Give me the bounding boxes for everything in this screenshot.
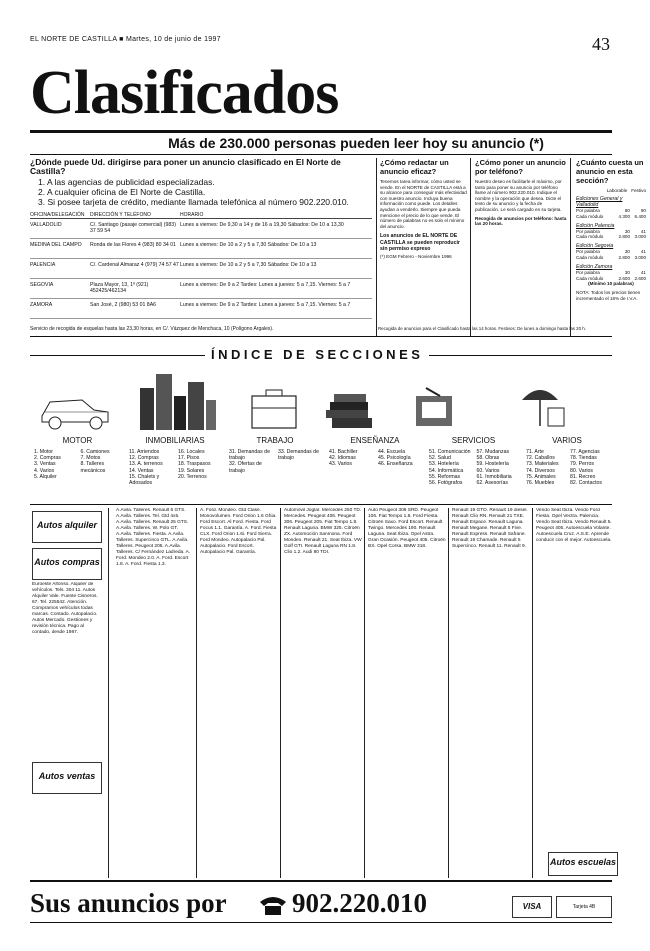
- autos-ventas-box: [32, 762, 102, 794]
- category-item[interactable]: 51. Comunicación: [429, 449, 471, 455]
- price-laborable: 30: [624, 269, 630, 275]
- briefcase-icon: [252, 390, 296, 428]
- category-item[interactable]: 44. Escuela: [378, 449, 406, 455]
- footer-rule: [30, 880, 612, 882]
- section-ensenanza[interactable]: ENSEÑANZA: [350, 436, 400, 445]
- cost-iva: NOTA: Todos los precios tienen incrementado el 16% de I.V.A.: [576, 289, 641, 301]
- how-question: ¿Cómo redactar un anuncio eficaz?: [380, 158, 449, 176]
- category-item[interactable]: 45. Psicología: [378, 455, 411, 462]
- price-laborable: 30: [624, 249, 630, 255]
- edition-block: [576, 223, 646, 241]
- 4b-card: Tarjeta 4B: [556, 896, 612, 918]
- category-item[interactable]: 33. Demandas de trabajo: [278, 449, 319, 462]
- price-festivo: 41: [640, 228, 646, 234]
- masthead-line: EL NORTE DE CASTILLA ■ Martes, 10 de junio de 1997: [30, 36, 221, 43]
- category-item[interactable]: 3. Ventas: [34, 461, 56, 468]
- category-item[interactable]: 55. Reformas: [429, 473, 461, 480]
- office-hours: Lunes a viernes: De 10 a 2 y 5 a 7,30 Sábados: De 10 a 13: [180, 242, 317, 248]
- price-row: [576, 255, 646, 261]
- category-item[interactable]: 81. Recreo: [570, 473, 596, 480]
- category-list: [425, 449, 522, 486]
- index-title: ÍNDICE DE SECCIONES: [205, 347, 429, 362]
- umbrella-icon: [522, 390, 564, 426]
- category-item[interactable]: 19. Solares: [178, 467, 205, 474]
- price-label: Cada módulo: [576, 254, 604, 260]
- category-item[interactable]: 73. Materiales: [526, 461, 559, 468]
- column-3: A. Ford. Mondeo. Gtd Clase. Monovolumen. Ford Orion 1.6 Ghia. Ford Escort. Al Ford. Fiesta. Ford Focus 1.1. Garantía. A. Ford. Fiesta CLX. Ford Orion 1.6i. Ford Sierra. Ford Mondeo. Autopalacio Pal. Autopalacio. Ford Escort. Autopalacio Pal. Garantía.: [200, 508, 277, 555]
- column-5: Auto Peugeot 306 SRD. Peugeot 106. Fiat Tempo 1.8. Ford Fiesta. Citroën Saxo. Ford Escort. Renault Twingo. Mercedes 190. Renault Laguna. Seat Ibiza. Opel Astra. Gran Ocasión. Peugeot 405. Citroën BX. Opel Corsa. BMW 318.: [368, 508, 446, 549]
- price-festivo: 6.400: [634, 213, 646, 219]
- category-item[interactable]: 8. Talleres mecánicos: [80, 461, 106, 474]
- cost-editions: [576, 196, 646, 281]
- buildings-icon: [140, 374, 216, 430]
- price-laborable: 2.800: [618, 234, 630, 240]
- section-servicios[interactable]: SERVICIOS: [451, 436, 496, 445]
- column-6: Renault 19 GTD. Renault 19 diesel. Renault Clio RN. Renault 21 TXE. Renault Espace. Renault Laguna. Renault Megane. Renault 5 Five. Renault Express. Renault Safrane. Renault 19 Chamade. Renault 5 Supercinco. Renault 11. Renault 9.: [452, 508, 528, 549]
- price-row: [576, 214, 646, 220]
- office-address: C/. Santiago (pasaje comercial) (983) 37 59 54: [90, 222, 176, 235]
- category-list: [30, 449, 125, 486]
- price-festivo: 3.000: [634, 254, 646, 260]
- office-name: ZAMORA: [30, 302, 53, 308]
- edition-name: Edición Zamora: [576, 263, 613, 270]
- price-label: Por palabra: [576, 249, 600, 255]
- category-item[interactable]: 6. Camiones: [80, 449, 110, 455]
- category-item[interactable]: 5. Alquiler: [34, 473, 57, 480]
- category-item[interactable]: 54. Informática: [429, 467, 464, 474]
- edition-block: [576, 243, 646, 261]
- how-highlight: Los anuncios de EL NORTE DE CASTILLA se pueden reproducir sin permiso expreso: [380, 233, 460, 252]
- price-festivo: 3.000: [634, 234, 646, 240]
- category-item[interactable]: 31. Demandas de trabajo: [229, 449, 270, 462]
- office-hours: Lunes a viernes: De 9 a 2 Tardes: Lunes a jueves: 5 a 7,15. Viernes: 5 a 7: [180, 282, 351, 288]
- price-laborable: 30: [624, 228, 630, 234]
- offices-table: [30, 219, 372, 319]
- office-hours: Lunes a viernes: De 10 a 2 y 5 a 7,30 Sábados: De 10 a 13: [180, 262, 317, 268]
- category-item[interactable]: 77. Agencias: [570, 449, 600, 455]
- column-7: Vendo Seat Ibiza. Vendo Ford Fiesta. Opel Vectra. Palencia. Vendo Seat Ibiza. Vendo Renault 5. Peugeot 405. Autoescuela Volante. Autoescuela Cruz. A.S.E. Aprende conducir con el mejor. Autoescuela.: [536, 508, 612, 543]
- where-item: 1. A las agencias de publicidad especializadas.: [38, 177, 215, 187]
- office-row: [30, 279, 372, 299]
- section-trabajo[interactable]: TRABAJO: [256, 436, 294, 445]
- office-name: VALLADOLID: [30, 222, 62, 228]
- office-name: PALENCIA: [30, 262, 56, 268]
- phone-section: [475, 158, 567, 227]
- office-row: [30, 299, 372, 319]
- where-question: ¿Dónde puede Ud. dirigirse para poner un anuncio clasificado en El Norte de Castilla?: [30, 157, 341, 176]
- column-1: Euroeste Alfonso. Alquiler de vehículos. Tels. 304 11. Autos Alquiler Vale. Fuente Cisneros. 67. Tel. 225542. Atención. Compramos vehículos todas marcas. Contado. Autopalacio. Autos Mercado. Gestiones y revisión técnica. Pago al contado, desde 1987.: [32, 582, 98, 635]
- category-item[interactable]: 59. Hostelería: [476, 461, 509, 468]
- label-festivo: Festivo: [631, 188, 646, 193]
- price-label: Cada módulo: [576, 213, 604, 219]
- tagline-rule: [30, 154, 612, 155]
- phone-note: Recogida de anuncios por teléfono: hasta las 20 horas.: [475, 215, 567, 227]
- how-source: (*) EGM Febrero - Noviembre 1996: [380, 253, 452, 259]
- tagline: Más de 230.000 personas pueden leer hoy su anuncio (*): [168, 135, 544, 151]
- price-laborable: 4.300: [618, 213, 630, 219]
- ad-header: Autos ventas: [38, 771, 96, 781]
- category-item[interactable]: 61. Inmobiliaria: [476, 473, 512, 480]
- category-item[interactable]: 74. Diversos: [526, 467, 555, 474]
- column-4: Automóvil Joglar. Mercedes 250 TD. Mercedes. Peugeot 406. Peugeot 306. Peugeot 205. Fiat Tempo 1.8. Renault Laguna. BMW 325. Citroën ZX. Automoción Sanmona. Ford Mondeo. Renault 21. Seat Ibiza. VW Golf GTI. Renault Laguna RN 1.8. Clio 1.2. Audi 80 TDI.: [284, 508, 362, 555]
- section-inmobiliarias[interactable]: INMOBILIARIAS: [145, 436, 205, 445]
- price-laborable: 80: [624, 208, 630, 213]
- price-laborable: 2.800: [618, 254, 630, 260]
- category-item[interactable]: 17. Pisos: [178, 455, 200, 462]
- category-item[interactable]: 60. Varios: [476, 467, 500, 474]
- how-section: [380, 158, 468, 260]
- where-item: 3. Si posee tarjeta de crédito, mediante llamada telefónica al número 902.220.010.: [38, 197, 349, 207]
- category-list: [325, 449, 425, 486]
- edition-block: [576, 196, 646, 220]
- category-item[interactable]: 16. Locales: [178, 449, 205, 455]
- esquelas-note: Servicio de recogida de esquelas hasta las 23,30 horas, en C/. Vázquez de Menchaca, 10 (Polígono Argales).: [30, 326, 274, 332]
- cost-col-labels: [576, 188, 646, 193]
- autos-compras-box: [32, 548, 102, 580]
- cost-section: [576, 158, 646, 301]
- index-illustrations: [30, 366, 612, 436]
- collection-note: Recogida de anuncios para el Clasificado hasta las 14 horas. Festivos: De lunes a domingo hasta las 20 h.: [378, 326, 586, 331]
- price-festivo: 41: [640, 249, 646, 255]
- title-rule: [30, 130, 612, 133]
- office-address: San José, 2 (980) 53 01 8A6: [90, 302, 157, 308]
- autos-escuelas-box: [548, 852, 618, 876]
- category-item[interactable]: 71. Arte: [526, 449, 544, 455]
- category-item[interactable]: 20. Terrenos: [178, 473, 207, 480]
- price-festivo: 90: [640, 208, 646, 213]
- category-item[interactable]: 58. Obras: [476, 455, 500, 462]
- offices-col-office: OFICINA/DELEGACIÓN: [30, 212, 85, 218]
- phone-text: Nuestro deseo es facilitarle el máximo, por tanto para poner su anuncio por teléfono llame al número 902.220.010. Indique el nombre y la operación que desea. Dicte el texto de su anuncio y la fecha de publicación. Le será cargado en su tarjeta.: [475, 179, 562, 212]
- price-label: Cada módulo: [576, 234, 604, 240]
- car-icon: [42, 400, 108, 429]
- office-hours: Lunes a viernes: De 9,30 a 14 y de 16 a 19,30 Sábados: De 10 a 13,30: [180, 222, 344, 228]
- edition-block: [576, 264, 646, 282]
- info-bottom-rule: [30, 336, 612, 337]
- category-item[interactable]: 76. Muebles: [526, 480, 555, 487]
- category-item[interactable]: 7. Motos: [80, 455, 101, 462]
- telephone-icon: [258, 894, 288, 916]
- category-item[interactable]: 12. Compras: [129, 455, 159, 462]
- label-laborable: Laborable: [606, 188, 628, 193]
- office-row: [30, 219, 372, 239]
- category-item[interactable]: 62. Asesorías: [476, 480, 508, 487]
- category-item[interactable]: 56. Fotógrafos: [429, 480, 463, 487]
- edition-name: Edición Segovia: [576, 243, 614, 250]
- category-item[interactable]: 14. Ventas: [129, 467, 154, 474]
- footer-phone: 902.220.010: [292, 888, 427, 918]
- category-item[interactable]: 57. Mudanzas: [476, 449, 510, 455]
- price-row: [576, 234, 646, 240]
- category-item[interactable]: 41. Bachiller: [329, 449, 358, 455]
- where-section: [30, 158, 372, 319]
- category-item[interactable]: 53. Hotelería: [429, 461, 459, 468]
- issue-date: Martes, 10 de junio de 1997: [125, 36, 221, 43]
- phone-question: ¿Cómo poner un anuncio por teléfono?: [475, 158, 566, 176]
- price-label: Cada módulo: [576, 275, 604, 281]
- price-label: Por palabra: [576, 228, 600, 234]
- category-item[interactable]: 42. Idiomas: [329, 455, 356, 462]
- category-item[interactable]: 43. Varios: [329, 461, 352, 468]
- category-item[interactable]: 79. Perros: [570, 461, 594, 468]
- category-item[interactable]: 13. A. terrenos: [129, 461, 163, 468]
- price-label: Por palabra: [576, 269, 600, 275]
- publication-name: EL NORTE DE CASTILLA: [30, 36, 117, 43]
- price-festivo: 41: [640, 269, 646, 275]
- category-item[interactable]: 18. Traspasos: [178, 461, 211, 468]
- tools-icon: [416, 388, 452, 426]
- category-item[interactable]: 72. Caballos: [526, 455, 555, 462]
- index-labels: [30, 436, 612, 445]
- office-hours: Lunes a viernes: De 9 a 2 Tardes: Lunes a jueves: 5 a 7,15. Viernes: 5 a 7: [180, 302, 351, 308]
- visa-card: VISA: [512, 896, 552, 918]
- office-row: [30, 259, 372, 279]
- category-list: [225, 449, 325, 486]
- category-item[interactable]: 2. Compras: [34, 455, 61, 462]
- section-motor[interactable]: MOTOR: [62, 436, 93, 445]
- ad-header: Autos compras: [34, 557, 100, 567]
- category-item[interactable]: 75. Animales: [526, 473, 556, 480]
- price-label: Por palabra: [576, 208, 600, 213]
- where-item: 2. A cualquier oficina de El Norte de Castilla.: [38, 187, 206, 197]
- office-address: C/. Cardenal Almaraz 4 (979) 74 57 47: [90, 262, 179, 268]
- category-item[interactable]: 11. Arriendos: [129, 449, 160, 455]
- office-name: SEGOVIA: [30, 282, 54, 288]
- offices-header: [30, 212, 372, 219]
- office-name: MEDINA DEL CAMPO: [30, 242, 82, 248]
- category-item[interactable]: 82. Contactos: [570, 480, 603, 487]
- page-title: Clasificados: [30, 59, 339, 127]
- category-item[interactable]: 80. Varios: [570, 467, 593, 474]
- how-text: Tenemos tarea informar, cómo usted se vende. En el NORTE de CASTILLA está a su alcance para conseguir más efectividad con nuestro anuncio. Incluya buena información como puede. Los detalles ayudan a venderlo. Siempre que pueda mencione el precio de lo que vende. El número de palabras no es solo el mínimo del anuncio.: [380, 179, 467, 229]
- category-item[interactable]: 15. Chalets y Adosados: [129, 473, 160, 487]
- offices-col-hours: HORARIO: [180, 212, 204, 218]
- category-item[interactable]: 78. Tiendas: [570, 455, 597, 462]
- footer-bottom-rule: [30, 922, 612, 923]
- category-list: [125, 449, 225, 486]
- category-item[interactable]: 32. Ofertas de trabajo: [229, 461, 262, 474]
- where-list: [30, 177, 372, 207]
- footer-slogan: Sus anuncios por: [30, 888, 227, 918]
- category-item[interactable]: 1. Motor: [34, 449, 54, 455]
- cost-question: ¿Cuánto cuesta un anuncio en esta sección?: [576, 158, 644, 185]
- column-2: A.Avila. Talleres. Renault 5 GTS. A.Avila. Talleres. Tel. Gtd 4x5. A.Avila. Talleres. Renault 25 GTS. A.Avila. Talleres. W. Polo GT. A.Avila. Talleres. Fiesta. A.Avila. Talleres. Supercinco GTL. A.Avila. Talleres. Peugeot 205. A.Avila. Talleres. C/ Fernández Ladreda. A. Ford. Mondeo 2.0. A. Ford. Escort 1.8. A. Ford. Fiesta 1.3.: [116, 508, 191, 567]
- price-laborable: 2.600: [618, 275, 630, 281]
- category-list: [522, 449, 612, 486]
- index-categories: [30, 449, 612, 486]
- section-varios[interactable]: VARIOS: [552, 436, 582, 445]
- index-bottom-rule: [30, 504, 612, 505]
- price-festivo: 2.600: [634, 275, 646, 281]
- category-item[interactable]: 46. Enseñanza: [378, 461, 413, 468]
- cost-minimum: (Mínimo 10 palabras): [588, 281, 634, 287]
- ad-header: Autos alquiler: [36, 520, 97, 530]
- autos-alquiler-box: [32, 511, 102, 543]
- category-item[interactable]: 4. Varios: [34, 467, 55, 474]
- office-row: [30, 239, 372, 259]
- category-item[interactable]: 52. Salud: [429, 455, 451, 462]
- offices-col-address: DIRECCIÓN Y TELÉFONO: [90, 212, 151, 218]
- ad-header: Autos escuelas: [549, 857, 617, 867]
- books-icon: [326, 394, 372, 428]
- edition-name: Ediciones General y Valladolid: [576, 196, 623, 208]
- edition-name: Edición Palencia: [576, 222, 615, 229]
- page-number: 43: [592, 34, 610, 54]
- office-address: Ronda de las Flores 4 (983) 80 34 01: [90, 242, 176, 248]
- office-address: Plaza Mayor, 13, 1º (921) 452425/462134: [90, 282, 149, 295]
